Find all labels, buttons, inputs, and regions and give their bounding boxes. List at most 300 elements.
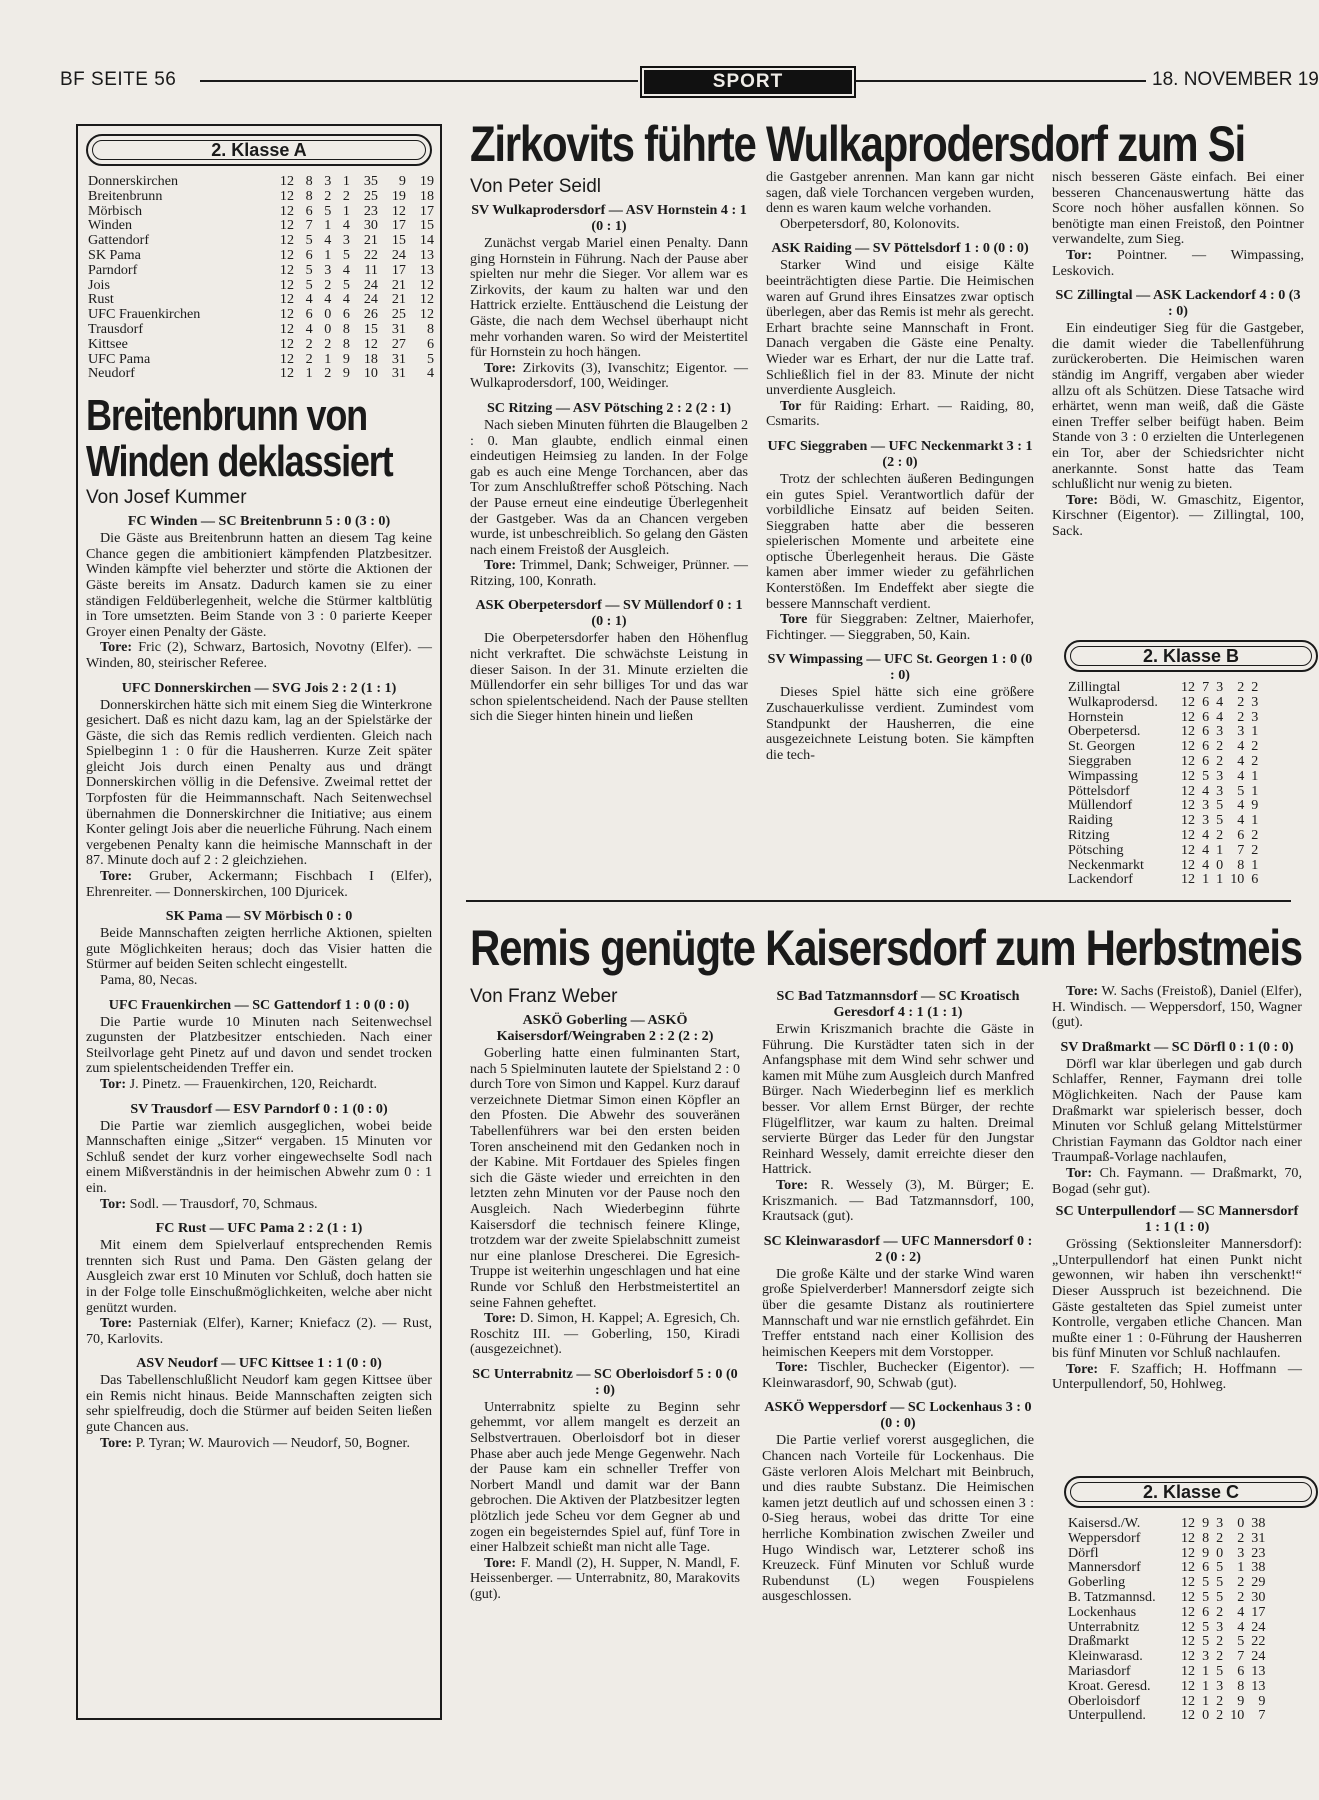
stat-value: 12 bbox=[1181, 841, 1196, 858]
stat-value: 12 bbox=[279, 232, 294, 249]
stat-value: 4 bbox=[426, 365, 434, 382]
stat-value: 4 bbox=[1202, 841, 1210, 858]
scorers-line: Tor: J. Pinetz. — Frauenkirchen, 120, Reichardt. bbox=[100, 1075, 378, 1092]
team-name: Oberpetersd. bbox=[1068, 723, 1141, 740]
standings-row bbox=[1068, 1620, 1265, 1635]
stat-value: 12 bbox=[1181, 738, 1196, 755]
table-c-block bbox=[1064, 1476, 1291, 1786]
stat-value: 4 bbox=[324, 232, 332, 249]
stat-value: 5 bbox=[305, 232, 313, 249]
stat-value: 2 bbox=[324, 187, 332, 204]
match-report: Dörfl war klar überlegen und gab durch Schlaffer, Renner, Faymann drei tolle Möglichkeiten. Nach der Pause kam Draßmarkt war spielerisch besser, doch Minuten vor Schluß gelang Mittelstürmer Christian Faymann das Goldtor nach einer Traumpaß-Vorlage nachlaufen, bbox=[1052, 1055, 1302, 1166]
standings-row bbox=[88, 233, 434, 248]
stat-value: 9 bbox=[342, 365, 350, 382]
scorers-line: Tore: Pasterniak (Elfer), Karner; Kniefacz (2). — Rust, 70, Karlovits. bbox=[86, 1315, 432, 1347]
scorers-line: Tore: R. Wessely (3), M. Bürger; E. Kriszmanich. — Bad Tatzmannsdorf, 100, Krautsack (gut). bbox=[762, 1176, 1034, 1225]
team-name: St. Georgen bbox=[1068, 738, 1136, 755]
match-heading: SV Draßmarkt — SC Dörfl 0 : 1 (0 : 0) bbox=[1060, 1038, 1294, 1055]
stat-value: 2 bbox=[305, 350, 313, 367]
stat-value: 12 bbox=[1181, 1648, 1196, 1665]
match-heading: FC Winden — SC Breitenbrunn 5 : 0 (3 : 0) bbox=[127, 513, 391, 530]
stat-value: 12 bbox=[1181, 782, 1196, 799]
stat-value: 3 bbox=[1216, 1618, 1224, 1635]
stat-value: 1 bbox=[342, 173, 350, 189]
match-heading: FC Rust — UFC Pama 2 : 2 (1 : 1) bbox=[155, 1220, 363, 1237]
stat-value: 12 bbox=[1181, 1677, 1196, 1694]
stat-value: 23 bbox=[1251, 1544, 1266, 1561]
article1-headline-line2: Winden deklassiert bbox=[86, 437, 393, 487]
stat-value: 2 bbox=[1237, 693, 1245, 710]
team-name: Parndorf bbox=[88, 261, 138, 278]
stat-value: 14 bbox=[419, 232, 434, 249]
team-name: Mörbisch bbox=[88, 202, 143, 219]
team-name: Unterpullend. bbox=[1068, 1707, 1146, 1724]
stat-value: 5 bbox=[1202, 1618, 1210, 1635]
stat-value: 10 bbox=[363, 365, 378, 382]
match-heading: SC Unterrabnitz — SC Oberloisdorf 5 : 0 (0 : 0) bbox=[472, 1365, 738, 1398]
scorers-line: Tore: Tischler, Buchecker (Eigentor). — Kleinwarasdorf, 90, Schwab (gut). bbox=[762, 1359, 1034, 1391]
stat-value: 12 bbox=[279, 335, 294, 352]
stat-value: 4 bbox=[1202, 782, 1210, 799]
stat-value: 0 bbox=[324, 306, 332, 323]
match-heading: ASKÖ Goberling — ASKÖ Kaisersdorf/Weingraben 2 : 2 (2 : 2) bbox=[496, 1012, 714, 1044]
section-label: SPORT bbox=[640, 66, 856, 98]
article3-headline-wrap bbox=[470, 918, 1302, 984]
stat-value: 9 bbox=[342, 350, 350, 367]
stat-value: 12 bbox=[391, 202, 406, 219]
stat-value: 26 bbox=[363, 306, 378, 323]
standings-row bbox=[1068, 710, 1258, 725]
stat-value: 12 bbox=[1181, 812, 1196, 829]
stat-value: 12 bbox=[419, 276, 434, 293]
article2-column-2 bbox=[766, 170, 1034, 892]
standings-row bbox=[1068, 1605, 1265, 1620]
stat-value: 5 bbox=[1202, 1574, 1210, 1591]
stat-value: 12 bbox=[279, 173, 294, 189]
stat-value: 0 bbox=[324, 320, 332, 337]
stat-value: 8 bbox=[342, 335, 350, 352]
stat-value: 2 bbox=[1251, 738, 1259, 755]
article1-headline-line1: Breitenbrunn von bbox=[86, 391, 368, 441]
match-report: Unterrabnitz spielte zu Beginn sehr gehemmt, vor allem mangelt es derzeit an Selbstvertrauen. Oberloisdorf bot in dieser Phase aber auch jede Menge Gegenwehr. Nach der Pause kam ein schneller Treffer von Norbert Mandl und damit war der Bann gebrochen. Die Aktiven der Platzbesitzer legten plötzlich jede Scheu vor dem Gegner ab und zogen ein begeisterndes Spiel auf, fünf Tore in einer Halbzeit schießt man nicht alle Tage. bbox=[470, 1398, 740, 1556]
stat-value: 5 bbox=[1237, 782, 1245, 799]
article3-headline: Remis genügte Kaisersdorf zum Herbstmeis bbox=[470, 920, 1302, 976]
match-heading: ASV Neudorf — UFC Kittsee 1 : 1 (0 : 0) bbox=[136, 1355, 382, 1372]
article3-byline: Von Franz Weber bbox=[470, 986, 618, 1007]
stat-value: 4 bbox=[1237, 752, 1245, 769]
stat-value: 2 bbox=[324, 276, 332, 293]
match-report: Goberling hatte einen fulminanten Start, nach 5 Spielminuten lautete der Spielstand 2 : 0 durch Tore von Simon und Kappel. Kurz darauf verzeichnete Dietmar Simon einen Köpfler an den Pfosten. Die Abwehr des souveränen Tabellenführers war bei den ersten beiden Toren anscheinend mit den Gedanken noch in der Kabine. Mit Fortdauer des Spieles fingen sich die Gäste wieder und erreichten in den letzten zehn Minuten vor der Pause noch den Ausgleich. Nach Wiederbeginn führte Kaisersdorf die technisch feinere Klinge, trotzdem war der zweite Spielabschnitt zumeist nur eine planlose Drescherei. Die Egresich-Truppe ist weiterhin ungeschlagen und hat eine Runde vor Schluß den Herbstmeistertitel an seine Fahnen geheftet. bbox=[470, 1045, 740, 1311]
stat-value: 2 bbox=[342, 187, 350, 204]
team-name: Lockenhaus bbox=[1068, 1603, 1137, 1620]
stat-value: 1 bbox=[324, 246, 332, 263]
standings-row bbox=[1068, 872, 1258, 887]
match-heading: ASK Oberpetersdorf — SV Müllendorf 0 : 1 (0 : 1) bbox=[475, 597, 743, 630]
stat-value: 31 bbox=[391, 350, 406, 367]
stat-value: 4 bbox=[1216, 708, 1224, 725]
stat-value: 12 bbox=[1181, 1603, 1196, 1620]
match-heading: SV Wulkaprodersdorf — ASV Hornstein 4 : 1 (0 : 1) bbox=[471, 202, 747, 234]
stat-value: 13 bbox=[419, 246, 434, 263]
team-name: Neckenmarkt bbox=[1068, 856, 1144, 873]
stat-value: 3 bbox=[324, 173, 332, 189]
match-heading: SV Wimpassing — UFC St. Georgen 1 : 0 (0 : 0) bbox=[767, 651, 1033, 684]
stat-value: 7 bbox=[1237, 841, 1245, 858]
stat-value: 12 bbox=[1181, 679, 1196, 695]
scorers-line: Tore: Zirkovits (3), Ivanschitz; Eigentor. — Wulkaprodersdorf, 100, Weidinger. bbox=[470, 359, 748, 392]
stat-value: 2 bbox=[1216, 1707, 1224, 1724]
team-name: B. Tatzmannsd. bbox=[1068, 1588, 1156, 1605]
match-report: Nach sieben Minuten führten die Blaugelben 2 : 0. Man glaubte, endlich einmal einen eindeutigen Heimsieg zu landen. In der Folge gab es auch eine Menge Torchancen, aber das Tor zum Anschlußtreffer schoß Pötsching. Nach der Pause erneut eine eindeutige Überlegenheit der Gastgeber. Was da an Chancen vergeben wurde, ist unbeschreiblich. So gelang den Gästen nach einem Freistoß der Ausgleich. bbox=[470, 416, 748, 558]
stat-value: 19 bbox=[391, 187, 406, 204]
scorers-line: Tore: Gruber, Ackermann; Fischbach I (Elfer), Ehrenreiter. — Donnerskirchen, 100 Djuricek. bbox=[86, 868, 432, 900]
match-report: Dieses Spiel hätte sich eine größere Zuschauerkulisse verdient. Zumindest vom Standpunkt der Hausherren, die eine ausgezeichnete Leistung boten. Sie kämpften die tech- bbox=[766, 684, 1034, 763]
standings-row bbox=[1068, 1679, 1265, 1694]
stat-value: 17 bbox=[391, 261, 406, 278]
scorers-line: Tor für Raiding: Erhart. — Raiding, 80, Csmarits. bbox=[766, 397, 1034, 430]
team-name: Kleinwarasd. bbox=[1068, 1648, 1143, 1665]
stat-value: 2 bbox=[1251, 752, 1259, 769]
stat-value: 3 bbox=[1216, 1515, 1224, 1531]
stat-value: 2 bbox=[1216, 1529, 1224, 1546]
standings-row bbox=[1068, 1694, 1265, 1709]
stat-value: 5 bbox=[1202, 1633, 1210, 1650]
stat-value: 6 bbox=[342, 306, 350, 323]
standings-row bbox=[1068, 784, 1258, 799]
stat-value: 9 bbox=[1202, 1544, 1210, 1561]
stat-value: 3 bbox=[1216, 1677, 1224, 1694]
stat-value: 0 bbox=[1237, 1515, 1245, 1531]
team-name: Rust bbox=[88, 291, 114, 308]
stat-value: 12 bbox=[279, 261, 294, 278]
team-name: Jois bbox=[88, 276, 110, 293]
match-report: Beide Mannschaften zeigten herrliche Aktionen, spielten gute Möglichkeiten heraus; doch das Visier hatten die Stürmer auf beiden Seiten schlecht eingestellt. bbox=[86, 925, 432, 973]
team-name: UFC Frauenkirchen bbox=[88, 306, 201, 323]
stat-value: 9 bbox=[1251, 797, 1259, 814]
stat-value: 6 bbox=[1237, 1662, 1245, 1679]
stat-value: 9 bbox=[1237, 1692, 1245, 1709]
table-b-block bbox=[1064, 640, 1291, 898]
stat-value: 3 bbox=[1251, 708, 1259, 725]
stat-value: 1 bbox=[1202, 1677, 1210, 1694]
team-name: Kaisersd./W. bbox=[1068, 1515, 1141, 1531]
standings-row bbox=[88, 322, 434, 337]
stat-value: 35 bbox=[363, 173, 378, 189]
table-a-heading: 2. Klasse A bbox=[86, 134, 432, 166]
stat-value: 12 bbox=[1181, 826, 1196, 843]
article2-byline: Von Peter Seidl bbox=[470, 176, 601, 197]
match-report: die Gastgeber anrennen. Man kann gar nicht sagen, daß viele Torchancen vergeben wurden, denn es waren kaum welche vorhanden. bbox=[766, 169, 1034, 217]
stat-value: 4 bbox=[1237, 1603, 1245, 1620]
stat-value: 12 bbox=[1181, 1529, 1196, 1546]
stat-value: 2 bbox=[305, 335, 313, 352]
stat-value: 0 bbox=[1216, 856, 1224, 873]
scorers-line: Tore: Fric (2), Schwarz, Bartosich, Novotny (Elfer). — Winden, 80, steirischer Referee. bbox=[86, 639, 432, 671]
standings-row bbox=[88, 307, 434, 322]
stat-value: 7 bbox=[305, 217, 313, 234]
standings-row bbox=[1068, 843, 1258, 858]
scorers-line: Tore: W. Sachs (Freistoß), Daniel (Elfer), H. Windisch. — Weppersdorf, 150, Wagner (gut). bbox=[1052, 983, 1302, 1031]
team-name: Unterrabnitz bbox=[1068, 1618, 1140, 1635]
stat-value: 13 bbox=[1251, 1677, 1266, 1694]
stat-value: 17 bbox=[391, 217, 406, 234]
standings-row bbox=[1068, 798, 1258, 813]
stat-value: 2 bbox=[1237, 708, 1245, 725]
scorers-line: Tore: F. Mandl (2), H. Supper, N. Mandl, F. Heissenberger. — Unterrabnitz, 80, Marakovits (gut). bbox=[470, 1554, 740, 1602]
stat-value: 24 bbox=[391, 246, 406, 263]
article-divider bbox=[466, 900, 1291, 902]
stat-value: 6 bbox=[305, 306, 313, 323]
match-report: Grössing (Sektionsleiter Mannersdorf): „Unterpullendorf hat einen Punkt nicht gewonnen, wir haben ihn verschenkt!“ Dieser Ausspruch ist bezeichnend. Die Gäste gestalteten das Spiel zumeist unter Kontrolle, vergaben etliche Chancen. Man mußte einer 1 : 0-Führung der Hausherren bis fünf Minuten vor Schluß nachlaufen. bbox=[1052, 1236, 1302, 1362]
match-heading: ASKÖ Weppersdorf — SC Lockenhaus 3 : 0 (0 : 0) bbox=[764, 1399, 1032, 1432]
stat-value: 17 bbox=[1251, 1603, 1266, 1620]
stat-value: 12 bbox=[1181, 767, 1196, 784]
match-report: Trotz der schlechten äußeren Bedingungen ein gutes Spiel. Verantwortlich dafür der vorbildliche Einsatz auf beiden Seiten. Sieggraben hatte aber die besseren spielerischen Momente und arbeitete eine optische Überlegenheit heraus. Die Gäste kamen aber immer wieder zu gefährlichen Konterstößen. Im Endeffekt aber siegte die bessere Mannschaft verdient. bbox=[766, 470, 1034, 612]
stat-value: 8 bbox=[426, 320, 434, 337]
stat-value: 5 bbox=[1216, 1588, 1224, 1605]
stat-value: 2 bbox=[324, 335, 332, 352]
stat-value: 30 bbox=[363, 217, 378, 234]
match-report: Die große Kälte und der starke Wind waren große Spielverderber! Mannersdorf zeigte sich über die gesamte Distanz als routiniertere Mannschaft und war nie ernstlich gefährdet. Ein Treffer entstand nach einer Kollision des heimischen Keepers mit dem Vorstopper. bbox=[762, 1265, 1034, 1360]
stat-value: 15 bbox=[419, 217, 434, 234]
stat-value: 2 bbox=[1216, 1648, 1224, 1665]
stat-value: 12 bbox=[419, 306, 434, 323]
team-name: SK Pama bbox=[88, 246, 141, 263]
stat-value: 7 bbox=[1237, 1648, 1245, 1665]
stat-value: 4 bbox=[1237, 738, 1245, 755]
stat-value: 2 bbox=[1237, 679, 1245, 695]
stat-value: 2 bbox=[1216, 826, 1224, 843]
team-name: Donnerskirchen bbox=[88, 173, 179, 189]
stat-value: 5 bbox=[1216, 797, 1224, 814]
stat-value: 12 bbox=[1181, 1515, 1196, 1531]
team-name: Winden bbox=[88, 217, 133, 234]
team-name: Wulkaprodersd. bbox=[1068, 693, 1158, 710]
team-name: Breitenbrunn bbox=[88, 187, 163, 204]
stat-value: 3 bbox=[1216, 723, 1224, 740]
stat-value: 5 bbox=[1237, 1633, 1245, 1650]
stat-value: 12 bbox=[1181, 1633, 1196, 1650]
stat-value: 12 bbox=[279, 187, 294, 204]
standings-row bbox=[1068, 1708, 1265, 1723]
stat-value: 5 bbox=[324, 202, 332, 219]
stat-value: 3 bbox=[1202, 1648, 1210, 1665]
stat-value: 1 bbox=[342, 202, 350, 219]
scorers-line: Tor: Ch. Faymann. — Draßmarkt, 70, Bogad (sehr gut). bbox=[1052, 1164, 1302, 1197]
stat-value: 5 bbox=[342, 246, 350, 263]
match-info: Pama, 80, Necas. bbox=[100, 972, 198, 988]
standings-row bbox=[1068, 695, 1258, 710]
standings-row bbox=[1068, 739, 1258, 754]
team-name: Mannersdorf bbox=[1068, 1559, 1141, 1576]
match-report: Die Partie wurde 10 Minuten nach Seitenwechsel zugunsten der Platzbesitzer entschieden. Nach einer Steilvorlage geht Pinetz auf und davon und sendet trocken zum spielentscheidenden Treffer ein. bbox=[86, 1013, 432, 1077]
stat-value: 18 bbox=[419, 187, 434, 204]
table-c-heading: 2. Klasse C bbox=[1064, 1476, 1318, 1508]
standings-row bbox=[88, 292, 434, 307]
article3-column-3 bbox=[1052, 983, 1302, 1420]
stat-value: 38 bbox=[1251, 1515, 1266, 1531]
stat-value: 31 bbox=[391, 320, 406, 337]
stat-value: 0 bbox=[1216, 1544, 1224, 1561]
match-report: Die Partie verlief vorerst ausgeglichen, die Chancen nach Vorteile für Lockenhaus. Die Gäste verloren Alois Melchart mit Beinbruch, und dies raubte Substanz. Die Heimischen kamen jetzt deutlich auf und schossen einen 3 : 0-Sieg heraus, wobei das dritte Tor eine herrliche Kombination zwischen Zweiler und Hugo Windisch war, Letzterer schoß ins Kreuzeck. Fünf Minuten vor Schluß wurde Rubendunst (L) wegen Fouspielens ausgeschlossen. bbox=[762, 1432, 1034, 1605]
stat-value: 6 bbox=[1202, 693, 1210, 710]
team-name: UFC Pama bbox=[88, 350, 151, 367]
stat-value: 9 bbox=[398, 173, 406, 189]
stat-value: 13 bbox=[1251, 1662, 1266, 1679]
stat-value: 2 bbox=[1216, 1633, 1224, 1650]
stat-value: 8 bbox=[305, 187, 313, 204]
team-name: Trausdorf bbox=[88, 320, 144, 337]
stat-value: 12 bbox=[279, 246, 294, 263]
stat-value: 12 bbox=[279, 291, 294, 308]
stat-value: 4 bbox=[1237, 767, 1245, 784]
stat-value: 3 bbox=[1202, 812, 1210, 829]
match-report: Donnerskirchen hätte sich mit einem Sieg die Winterkrone gesichert. Daß es nicht dazu kam, lag an der Spielstärke der Gäste, die sich das Remis redlich verdienten. Gleich nach Spielbeginn 1 : 0 für die Hausherren. Kurze Zeit später gleicht Jois durch einen Penalty aus und drängt Donnerskirchen völlig in die Defensive. Zweimal rettet der Torpfosten für die Heimmannschaft. Nach Seitenwechsel übernahmen die Donnerskirchner die Initiative; aus einem Konter gelingt Jois aber die neuerliche Führung. Nach einem vergebenen Penalty kann die heimische Mannschaft in der 87. Minute doch auf 2 : 2 gleichziehen. bbox=[86, 696, 432, 869]
stat-value: 3 bbox=[1216, 782, 1224, 799]
standings-row bbox=[88, 366, 434, 381]
match-report: nisch besseren Gäste einfach. Bei einer besseren Chancenauswertung hätte das Score noch höher ausfallen können. So benötigte man einen Freistoß, den Pointner verwandelte, zum Sieg. bbox=[1052, 169, 1304, 248]
stat-value: 12 bbox=[279, 350, 294, 367]
article2-column-1 bbox=[470, 174, 748, 890]
stat-value: 12 bbox=[1181, 1692, 1196, 1709]
stat-value: 8 bbox=[305, 173, 313, 189]
stat-value: 4 bbox=[305, 320, 313, 337]
stat-value: 2 bbox=[324, 365, 332, 382]
team-name: Zillingtal bbox=[1068, 679, 1121, 695]
standings-row bbox=[1068, 828, 1258, 843]
stat-value: 2 bbox=[1216, 738, 1224, 755]
stat-value: 21 bbox=[391, 276, 406, 293]
standings-row bbox=[1068, 1546, 1265, 1561]
stat-value: 2 bbox=[1251, 826, 1259, 843]
stat-value: 12 bbox=[1181, 1574, 1196, 1591]
stat-value: 1 bbox=[1251, 856, 1259, 873]
stat-value: 12 bbox=[1181, 693, 1196, 710]
stat-value: 6 bbox=[1202, 1603, 1210, 1620]
stat-value: 10 bbox=[1230, 871, 1245, 888]
stat-value: 4 bbox=[1237, 797, 1245, 814]
match-heading: SC Ritzing — ASV Pötsching 2 : 2 (2 : 1) bbox=[486, 399, 732, 416]
team-name: Dörfl bbox=[1068, 1544, 1099, 1561]
standings-row bbox=[1068, 1664, 1265, 1679]
scorers-line: Tore: F. Szaffich; H. Hoffmann — Unterpullendorf, 50, Hohlweg. bbox=[1052, 1360, 1302, 1393]
stat-value: 1 bbox=[1251, 767, 1259, 784]
standings-row bbox=[1068, 680, 1258, 695]
stat-value: 12 bbox=[1181, 1588, 1196, 1605]
standings-row bbox=[88, 189, 434, 204]
stat-value: 5 bbox=[305, 261, 313, 278]
article2-headline: Zirkovits führte Wulkaprodersdorf zum Si bbox=[470, 116, 1245, 172]
stat-value: 5 bbox=[1216, 812, 1224, 829]
stat-value: 29 bbox=[1251, 1574, 1266, 1591]
match-report: Die Oberpetersdorfer haben den Höhenflug nicht verkraftet. Die schwächste Leistung in dieser Saison. In der 31. Minute erzielten die Müllendorfer ein sehr billiges Tor und das war schon spielentscheidend. Nach der Pause stellten sich die Sieger hinten hinein und ließen bbox=[470, 630, 748, 725]
standings-table-b bbox=[1068, 680, 1258, 887]
stat-value: 1 bbox=[1251, 812, 1259, 829]
match-heading: SV Trausdorf — ESV Parndorf 0 : 1 (0 : 0) bbox=[130, 1100, 388, 1117]
stat-value: 12 bbox=[279, 320, 294, 337]
stat-value: 5 bbox=[1216, 1662, 1224, 1679]
stat-value: 12 bbox=[279, 202, 294, 219]
stat-value: 4 bbox=[1237, 812, 1245, 829]
match-info: Oberpetersdorf, 80, Kolonovits. bbox=[780, 215, 960, 232]
stat-value: 24 bbox=[363, 276, 378, 293]
stat-value: 38 bbox=[1251, 1559, 1266, 1576]
stat-value: 4 bbox=[1202, 856, 1210, 873]
standings-table-a bbox=[88, 174, 434, 381]
standings-row bbox=[88, 352, 434, 367]
stat-value: 2 bbox=[1251, 679, 1259, 695]
team-name: Raiding bbox=[1068, 812, 1113, 829]
team-name: Goberling bbox=[1068, 1574, 1126, 1591]
stat-value: 3 bbox=[1251, 693, 1259, 710]
stat-value: 12 bbox=[279, 365, 294, 382]
stat-value: 17 bbox=[419, 202, 434, 219]
standings-row bbox=[1068, 1531, 1265, 1546]
standings-row bbox=[1068, 1590, 1265, 1605]
match-heading: SC Kleinwarasdorf — UFC Mannersdorf 0 : 2 (0 : 2) bbox=[763, 1232, 1033, 1265]
article1-headline bbox=[86, 393, 432, 485]
match-heading: SC Unterpullendorf — SC Mannersdorf 1 : 1 (1 : 0) bbox=[1055, 1203, 1299, 1236]
stat-value: 12 bbox=[279, 276, 294, 293]
stat-value: 2 bbox=[1216, 1692, 1224, 1709]
match-report: Das Tabellenschlußlicht Neudorf kam gegen Kittsee über ein Remis nicht hinaus. Beide Mannschaften zeigten sich sehr spielfreudig, doch die Stürmer auf beiden Seiten ließen gute Chancen aus. bbox=[86, 1372, 432, 1436]
stat-value: 2 bbox=[1237, 1588, 1245, 1605]
stat-value: 12 bbox=[1181, 856, 1196, 873]
stat-value: 5 bbox=[1202, 1588, 1210, 1605]
match-heading: SC Bad Tatzmannsdorf — SC Kroatisch Geresdorf 4 : 1 (1 : 1) bbox=[776, 988, 1020, 1020]
standings-row bbox=[1068, 769, 1258, 784]
stat-value: 24 bbox=[363, 291, 378, 308]
stat-value: 3 bbox=[1237, 723, 1245, 740]
team-name: Kittsee bbox=[88, 335, 128, 352]
stat-value: 7 bbox=[1258, 1707, 1266, 1724]
stat-value: 6 bbox=[1202, 723, 1210, 740]
stat-value: 5 bbox=[1216, 1559, 1224, 1576]
stat-value: 12 bbox=[279, 217, 294, 234]
team-name: Kroat. Geresd. bbox=[1068, 1677, 1151, 1694]
stat-value: 11 bbox=[364, 261, 378, 278]
team-name: Gattendorf bbox=[88, 232, 150, 249]
scorers-line: Tore: D. Simon, H. Kappel; A. Egresich, Ch. Roschitz III. — Goberling, 150, Kiradi (ausgezeichnet). bbox=[470, 1310, 740, 1358]
stat-value: 1 bbox=[1202, 1662, 1210, 1679]
stat-value: 6 bbox=[1202, 752, 1210, 769]
scorers-line: Tore: P. Tyran; W. Maurovich — Neudorf, 50, Bogner. bbox=[100, 1434, 410, 1451]
team-name: Müllendorf bbox=[1068, 797, 1133, 814]
standings-row bbox=[1068, 1560, 1265, 1575]
stat-value: 30 bbox=[1251, 1588, 1266, 1605]
stat-value: 8 bbox=[1202, 1529, 1210, 1546]
stat-value: 12 bbox=[1181, 1707, 1196, 1724]
stat-value: 4 bbox=[1237, 1618, 1245, 1635]
stat-value: 5 bbox=[1202, 767, 1210, 784]
stat-value: 12 bbox=[1181, 797, 1196, 814]
stat-value: 7 bbox=[1202, 679, 1210, 695]
standings-row bbox=[88, 248, 434, 263]
stat-value: 12 bbox=[279, 306, 294, 323]
standings-row bbox=[1068, 1634, 1265, 1649]
article1-byline: Von Josef Kummer bbox=[86, 487, 247, 509]
standings-table-c bbox=[1068, 1516, 1265, 1723]
stat-value: 8 bbox=[1237, 856, 1245, 873]
stat-value: 4 bbox=[305, 291, 313, 308]
stat-value: 1 bbox=[1251, 723, 1259, 740]
stat-value: 9 bbox=[1202, 1515, 1210, 1531]
scorers-line: Tor: Pointner. — Wimpassing, Leskovich. bbox=[1052, 246, 1305, 279]
stat-value: 12 bbox=[1181, 1544, 1196, 1561]
stat-value: 10 bbox=[1230, 1707, 1245, 1724]
stat-value: 9 bbox=[1258, 1692, 1266, 1709]
match-report: Mit einem dem Spielverlauf entsprechenden Remis trennten sich Rust und Pama. Den Gästen gelang der Ausgleich zwar erst 10 Minuten vor Schluß, doch hatten sie in der Folge tolle Einschußmöglichkeiten, welche aber nicht genützt wurden. bbox=[86, 1237, 432, 1316]
